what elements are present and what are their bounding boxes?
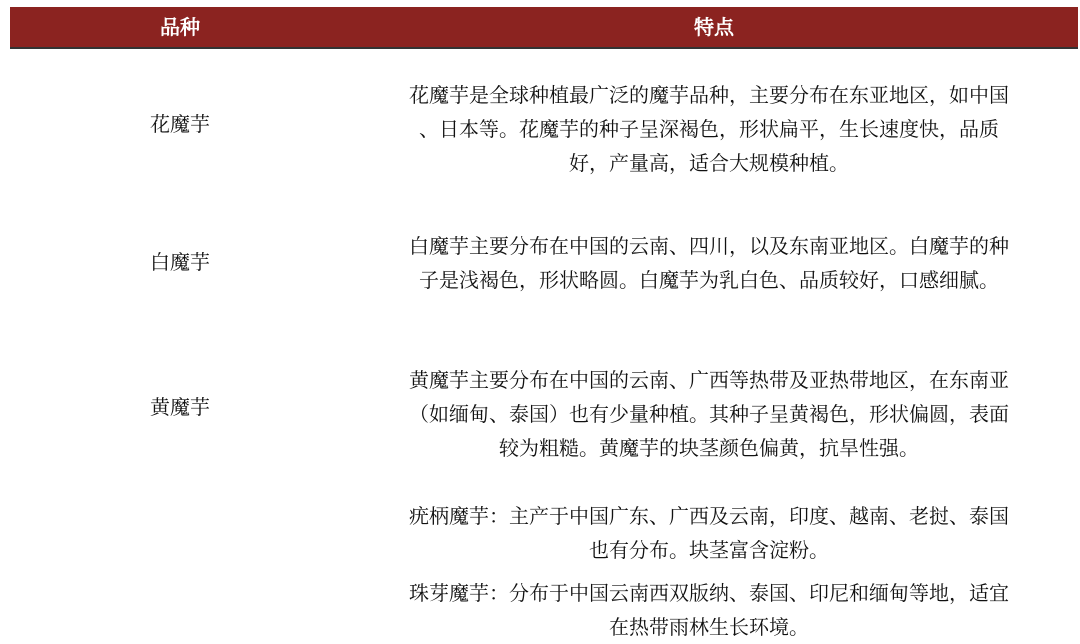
feature-text	[350, 499, 1068, 567]
feature-line: 也有分布。块茎富含淀粉。	[589, 538, 829, 562]
feature-line: 在热带雨林生长环境。	[609, 615, 809, 639]
header-variety: 品种	[160, 15, 200, 39]
feature-line: 子是浅褐色，形状略圆。白魔芋为乳白色、品质较好，口感细腻。	[419, 268, 999, 292]
feature-line: 黄魔芋主要分布在中国的云南、广西等热带及亚热带地区，在东南亚	[409, 368, 1009, 392]
feature-text	[350, 229, 1068, 297]
variety-name: 白魔芋	[150, 250, 210, 274]
feature-line: 较为粗糙。黄魔芋的块茎颜色偏黄，抗旱性强。	[499, 436, 919, 460]
header-divider	[10, 47, 1078, 49]
feature-text	[350, 78, 1068, 180]
feature-line: 、日本等。花魔芋的种子呈深褐色，形状扁平，生长速度快，品质	[419, 117, 999, 141]
feature-text	[350, 576, 1068, 644]
feature-line: 疣柄魔芋：主产于中国广东、广西及云南，印度、越南、老挝、泰国	[409, 504, 1009, 528]
header-feature: 特点	[694, 15, 734, 39]
table-header	[10, 7, 1078, 47]
feature-line: 好，产量高，适合大规模种植。	[569, 151, 849, 175]
feature-line: 白魔芋主要分布在中国的云南、四川，以及东南亚地区。白魔芋的种	[409, 234, 1009, 258]
feature-line: （如缅甸、泰国）也有少量种植。其种子呈黄褐色，形状偏圆，表面	[409, 402, 1009, 426]
feature-line: 珠芽魔芋：分布于中国云南西双版纳、泰国、印尼和缅甸等地，适宜	[409, 581, 1009, 605]
variety-name: 花魔芋	[150, 112, 210, 136]
feature-text	[350, 363, 1068, 465]
variety-name: 黄魔芋	[150, 395, 210, 419]
feature-line: 花魔芋是全球种植最广泛的魔芋品种，主要分布在东亚地区，如中国	[409, 83, 1009, 107]
